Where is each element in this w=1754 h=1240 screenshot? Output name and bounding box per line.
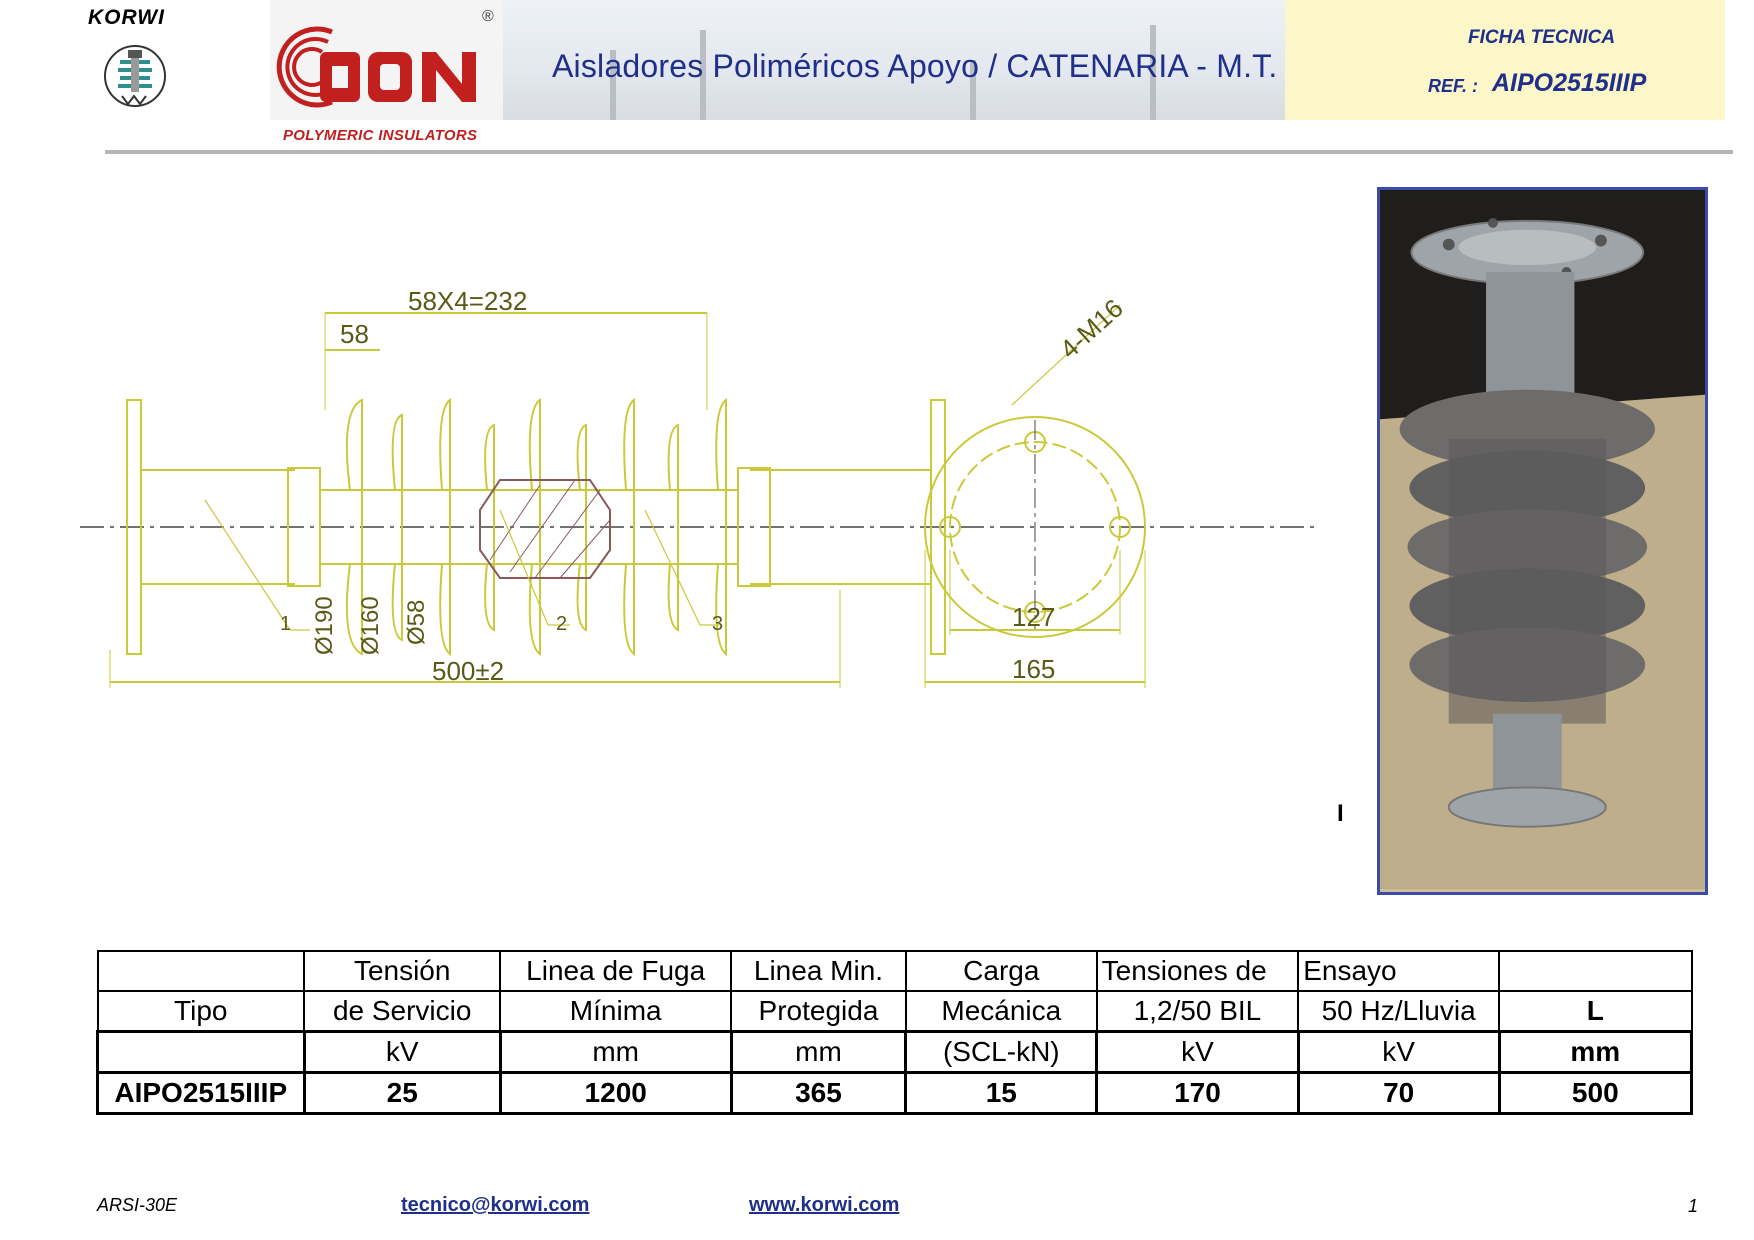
table-header-cell: Tensión	[304, 951, 500, 991]
table-header-cell: Mecánica	[906, 991, 1097, 1032]
table-cell: 170	[1097, 1073, 1299, 1114]
table-units-row	[98, 1032, 1692, 1073]
table-header-cell: 1,2/50 BIL	[1097, 991, 1299, 1032]
table-cell: 500	[1499, 1073, 1691, 1114]
table-header-cell: Protegida	[731, 991, 906, 1032]
table-header-cell: 50 Hz/Lluvia	[1298, 991, 1499, 1032]
table-unit-cell: kV	[1298, 1032, 1499, 1073]
table-header-cell	[1499, 951, 1691, 991]
table-header-cell: Ensayo	[1298, 951, 1499, 991]
email-link[interactable]: tecnico@korwi.com	[401, 1194, 590, 1216]
header-divider	[105, 150, 1733, 154]
table-unit-cell: kV	[304, 1032, 500, 1073]
ref-label: REF. :	[1428, 76, 1479, 96]
dim-total-pitch: 58X4=232	[408, 286, 528, 316]
table-header-cell: Tensiones de	[1097, 951, 1299, 991]
table-header-cell: Linea de Fuga	[500, 951, 731, 991]
table-header-cell: Linea Min.	[731, 951, 906, 991]
table-header-cell: Mínima	[500, 991, 731, 1032]
dim-165: 165	[1012, 654, 1056, 684]
table-unit-cell: kV	[1097, 1032, 1299, 1073]
reference-panel	[1285, 0, 1725, 120]
table-cell-type: AIPO2515IIIP	[98, 1073, 305, 1114]
table-unit-cell: mm	[1499, 1032, 1691, 1073]
table-cell: 365	[731, 1073, 906, 1114]
dim-d58: Ø58	[403, 599, 430, 645]
part-1-label: 1	[280, 613, 292, 635]
table-unit-cell	[98, 1032, 305, 1073]
document-code: ARSI-30E	[97, 1195, 178, 1215]
specifications-table	[96, 950, 1693, 1115]
registered-mark: ®	[482, 8, 494, 25]
part-3-label: 3	[712, 613, 724, 635]
website-link[interactable]: www.korwi.com	[749, 1194, 900, 1216]
table-header-cell: Carga	[906, 951, 1097, 991]
korwi-insulator-logo-icon	[100, 40, 170, 112]
table-unit-cell: mm	[731, 1032, 906, 1073]
table-header-cell: de Servicio	[304, 991, 500, 1032]
table-cell: 25	[304, 1073, 500, 1114]
table-unit-cell: mm	[500, 1032, 731, 1073]
dim-d160: Ø160	[357, 596, 384, 655]
stray-mark: I	[1337, 800, 1344, 827]
table-unit-cell: (SCL-kN)	[906, 1032, 1097, 1073]
table-header-cell	[98, 951, 305, 991]
sheet-label: FICHA TECNICA	[1468, 27, 1616, 48]
page-number: 1	[1688, 1196, 1699, 1216]
dim-d190: Ø190	[311, 596, 338, 655]
technical-drawing	[70, 286, 1320, 780]
dim-pitch: 58	[340, 319, 369, 349]
table-cell: 1200	[500, 1073, 731, 1114]
brand-tagline: POLYMERIC INSULATORS	[283, 127, 478, 144]
dim-127: 127	[1012, 602, 1056, 632]
product-photo	[1377, 187, 1708, 895]
table-cell: 70	[1298, 1073, 1499, 1114]
company-name: KORWI	[88, 6, 165, 29]
table-header-row-2	[98, 991, 1692, 1032]
dim-length: 500±2	[432, 656, 505, 686]
document-title: Aisladores Poliméricos Apoyo / CATENARIA - M.T.	[552, 48, 1278, 84]
table-header-cell: L	[1499, 991, 1691, 1032]
table-cell: 15	[906, 1073, 1097, 1114]
table-header-row-1	[98, 951, 1692, 991]
bolt-holes-label: 4-M16	[1053, 292, 1129, 365]
aon-brand-logo	[270, 22, 495, 112]
part-2-label: 2	[556, 613, 568, 635]
table-header-cell: Tipo	[98, 991, 305, 1032]
table-row	[98, 1073, 1692, 1114]
ref-value: AIPO2515IIIP	[1492, 69, 1647, 97]
